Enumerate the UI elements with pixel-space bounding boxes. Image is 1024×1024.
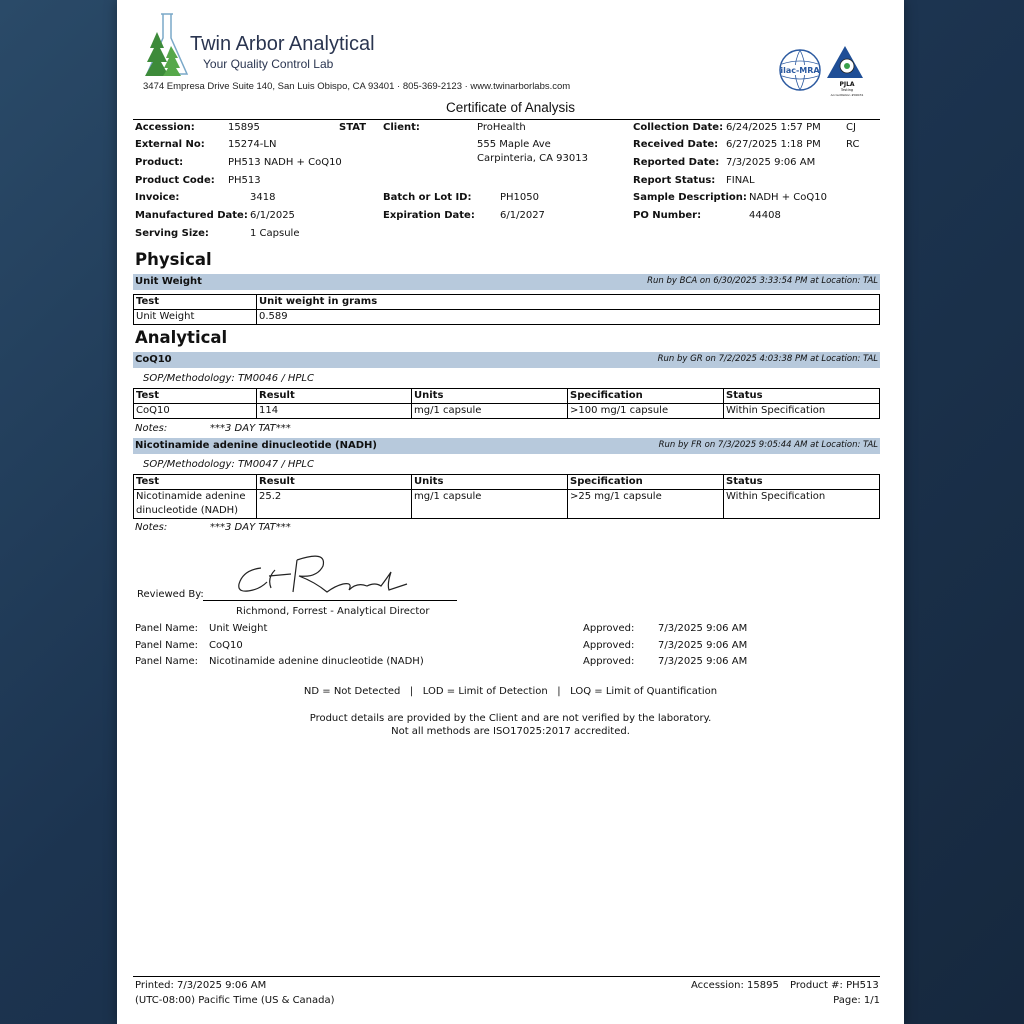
title-divider bbox=[133, 119, 880, 120]
approved-label: Approved: bbox=[583, 640, 635, 651]
expiration-value: 6/1/2027 bbox=[500, 210, 545, 221]
nadh-sop: SOP/Methodology: TM0047 / HPLC bbox=[143, 459, 314, 470]
coq10-results-table bbox=[133, 388, 880, 419]
sample-description-label: Sample Description: bbox=[633, 192, 747, 203]
unit-weight-panel-header bbox=[133, 274, 880, 290]
table-cell: 114 bbox=[257, 404, 412, 419]
report-status-value: FINAL bbox=[726, 175, 755, 186]
table-header-cell: Specification bbox=[568, 389, 724, 404]
physical-section-title: Physical bbox=[135, 250, 212, 269]
analytical-section-title: Analytical bbox=[135, 328, 228, 347]
reported-date-value: 7/3/2025 9:06 AM bbox=[726, 157, 816, 168]
table-header-cell: Result bbox=[257, 389, 412, 404]
nadh-notes-label: Notes: bbox=[135, 522, 168, 533]
client-address-2: Carpinteria, CA 93013 bbox=[477, 153, 588, 164]
panel-name: Nicotinamide adenine dinucleotide (NADH) bbox=[135, 440, 377, 451]
approved-label: Approved: bbox=[583, 656, 635, 667]
invoice-label: Invoice: bbox=[135, 192, 180, 203]
accession-label: Accession: bbox=[135, 122, 195, 133]
coq10-notes-label: Notes: bbox=[135, 423, 168, 434]
po-number-value: 44408 bbox=[749, 210, 781, 221]
nadh-test-line-2: dinucleotide (NADH) bbox=[136, 505, 239, 516]
table-header-cell: Test bbox=[134, 295, 257, 310]
footer-divider bbox=[133, 976, 880, 977]
table-header-cell: Test bbox=[134, 475, 257, 490]
panel-label: Panel Name: bbox=[135, 656, 199, 667]
approved-value: 7/3/2025 9:06 AM bbox=[658, 623, 748, 634]
accession-value: 15895 bbox=[228, 122, 260, 133]
table-cell: mg/1 capsule bbox=[412, 404, 568, 419]
table-cell: Within Specification bbox=[724, 490, 880, 519]
manufactured-value: 6/1/2025 bbox=[250, 210, 295, 221]
reviewed-by-label: Reviewed By: bbox=[137, 589, 204, 600]
abbreviation-legend: ND = Not Detected | LOD = Limit of Detection | LOQ = Limit of Quantification bbox=[303, 686, 718, 697]
received-date-label: Received Date: bbox=[633, 139, 719, 150]
printed-timezone: (UTC-08:00) Pacific Time (US & Canada) bbox=[135, 995, 335, 1006]
reviewer-name: Richmond, Forrest - Analytical Director bbox=[236, 606, 430, 617]
footer-product-number: Product #: PH513 bbox=[790, 980, 879, 991]
panel-label: Panel Name: bbox=[135, 623, 199, 634]
po-number-label: PO Number: bbox=[633, 210, 702, 221]
panel-label: Panel Name: bbox=[135, 640, 199, 651]
client-name: ProHealth bbox=[477, 122, 526, 133]
coq10-notes: ***3 DAY TAT*** bbox=[210, 423, 291, 434]
lab-name: Twin Arbor Analytical bbox=[190, 33, 375, 55]
ilac-mra-logo-icon bbox=[778, 48, 822, 92]
signature-image bbox=[231, 548, 411, 598]
external-no-label: External No: bbox=[135, 139, 205, 150]
received-initials: RC bbox=[846, 139, 860, 150]
product-code-value: PH513 bbox=[228, 175, 261, 186]
pjla-logo-text: PJLA bbox=[839, 81, 855, 88]
batch-value: PH1050 bbox=[500, 192, 539, 203]
table-cell: 0.589 bbox=[257, 310, 880, 325]
product-value: PH513 NADH + CoQ10 bbox=[228, 157, 342, 168]
panel-name: Unit Weight bbox=[135, 276, 202, 287]
printed-timestamp: Printed: 7/3/2025 9:06 AM bbox=[135, 980, 267, 991]
table-header-row bbox=[134, 475, 880, 490]
table-header-cell: Specification bbox=[568, 475, 724, 490]
pjla-logo-icon bbox=[825, 44, 869, 98]
table-cell: Within Specification bbox=[724, 404, 880, 419]
sample-description-value: NADH + CoQ10 bbox=[749, 192, 827, 203]
table-row bbox=[134, 490, 880, 519]
approved-value: 7/3/2025 9:06 AM bbox=[658, 656, 748, 667]
disclaimer-iso: Not all methods are ISO17025:2017 accredited. bbox=[391, 726, 630, 737]
collection-date-label: Collection Date: bbox=[633, 122, 724, 133]
document-title: Certificate of Analysis bbox=[445, 100, 576, 115]
pjla-logo-sub2: Accreditation #99031 bbox=[830, 93, 864, 97]
batch-label: Batch or Lot ID: bbox=[383, 192, 472, 203]
table-cell: >100 mg/1 capsule bbox=[568, 404, 724, 419]
certificate-page bbox=[117, 0, 904, 1024]
invoice-value: 3418 bbox=[250, 192, 276, 203]
table-cell: 25.2 bbox=[257, 490, 412, 519]
client-label: Client: bbox=[383, 122, 420, 133]
table-header-row bbox=[134, 389, 880, 404]
run-info: Run by FR on 7/3/2025 9:05:44 AM at Location: TAL bbox=[658, 440, 878, 450]
table-header-cell: Test bbox=[134, 389, 257, 404]
run-info: Run by GR on 7/2/2025 4:03:38 PM at Location: TAL bbox=[657, 354, 878, 364]
table-header-cell: Result bbox=[257, 475, 412, 490]
client-address-1: 555 Maple Ave bbox=[477, 139, 551, 150]
panel-name-value: CoQ10 bbox=[209, 640, 243, 651]
reported-date-label: Reported Date: bbox=[633, 157, 720, 168]
table-header-cell: Unit weight in grams bbox=[257, 295, 880, 310]
product-label: Product: bbox=[135, 157, 184, 168]
panel-name: CoQ10 bbox=[135, 354, 172, 365]
collection-date-value: 6/24/2025 1:57 PM bbox=[726, 122, 821, 133]
coq10-sop: SOP/Methodology: TM0046 / HPLC bbox=[143, 373, 314, 384]
product-code-label: Product Code: bbox=[135, 175, 215, 186]
signature-line bbox=[203, 600, 457, 601]
run-info: Run by BCA on 6/30/2025 3:33:54 PM at Location: TAL bbox=[647, 276, 878, 286]
report-status-label: Report Status: bbox=[633, 175, 716, 186]
stat-flag: STAT bbox=[339, 122, 367, 133]
ilac-mra-logo-text: ilac-MRA bbox=[780, 66, 820, 75]
table-cell: Unit Weight bbox=[134, 310, 257, 325]
collection-initials: CJ bbox=[846, 122, 856, 133]
tree-flask-logo-icon bbox=[141, 12, 193, 80]
footer-accession: Accession: 15895 bbox=[691, 980, 779, 991]
pjla-logo-sub1: Testing bbox=[840, 88, 854, 92]
serving-size-label: Serving Size: bbox=[135, 228, 209, 239]
table-row bbox=[134, 310, 880, 325]
manufactured-label: Manufactured Date: bbox=[135, 210, 248, 221]
panel-name-value: Nicotinamide adenine dinucleotide (NADH) bbox=[209, 656, 424, 667]
table-header-row bbox=[134, 295, 880, 310]
nadh-panel-header bbox=[133, 438, 880, 454]
table-cell: >25 mg/1 capsule bbox=[568, 490, 724, 519]
table-header-cell: Status bbox=[724, 475, 880, 490]
table-header-cell: Units bbox=[412, 475, 568, 490]
panel-name-value: Unit Weight bbox=[209, 623, 268, 634]
unit-weight-table bbox=[133, 294, 880, 325]
table-cell: CoQ10 bbox=[134, 404, 257, 419]
expiration-label: Expiration Date: bbox=[383, 210, 475, 221]
nadh-notes: ***3 DAY TAT*** bbox=[210, 522, 291, 533]
approved-value: 7/3/2025 9:06 AM bbox=[658, 640, 748, 651]
approved-label: Approved: bbox=[583, 623, 635, 634]
table-row bbox=[134, 404, 880, 419]
nadh-test-line-1: Nicotinamide adenine bbox=[136, 491, 246, 502]
received-date-value: 6/27/2025 1:18 PM bbox=[726, 139, 821, 150]
table-cell: mg/1 capsule bbox=[412, 490, 568, 519]
lab-address: 3474 Empresa Drive Suite 140, San Luis Obispo, CA 93401 · 805-369-2123 · www.twinarborlabs.com bbox=[143, 81, 571, 92]
lab-tagline: Your Quality Control Lab bbox=[203, 57, 334, 71]
disclaimer-client: Product details are provided by the Client and are not verified by the laboratory. bbox=[309, 713, 712, 724]
table-cell bbox=[134, 490, 257, 519]
page-number: Page: 1/1 bbox=[833, 995, 880, 1006]
external-no-value: 15274-LN bbox=[228, 139, 277, 150]
table-header-cell: Status bbox=[724, 389, 880, 404]
table-header-cell: Units bbox=[412, 389, 568, 404]
coq10-panel-header bbox=[133, 352, 880, 368]
serving-size-value: 1 Capsule bbox=[250, 228, 300, 239]
nadh-results-table bbox=[133, 474, 880, 519]
